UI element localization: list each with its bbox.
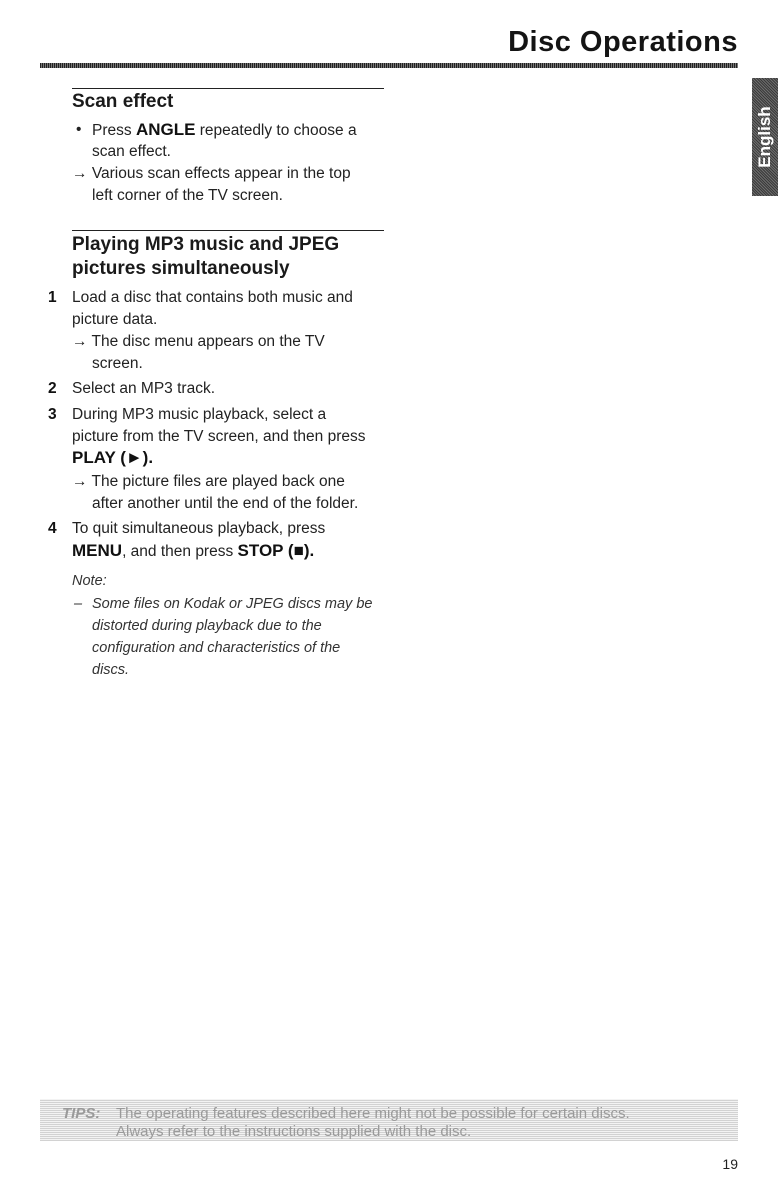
step4-line2 bbox=[72, 540, 314, 563]
step4-mid: , and then press bbox=[122, 543, 238, 560]
tips-label: TIPS: bbox=[62, 1105, 101, 1122]
scan-bullet: • bbox=[76, 121, 82, 138]
tips-line: Always refer to the instructions supplied with the disc. bbox=[116, 1123, 472, 1140]
scan-step-line2: scan effect. bbox=[92, 143, 171, 160]
section-rule-mp3 bbox=[72, 230, 384, 231]
angle-key: ANGLE bbox=[135, 120, 196, 139]
step3-result-line1 bbox=[72, 471, 345, 493]
step-number: 2 bbox=[48, 380, 57, 397]
scan-result-line2: left corner of the TV screen. bbox=[92, 187, 283, 204]
note-line: Some files on Kodak or JPEG discs may be bbox=[92, 596, 373, 612]
result-arrow-icon: → bbox=[72, 473, 88, 490]
note-line: discs. bbox=[92, 662, 130, 678]
scan-step-pre: Press bbox=[92, 122, 136, 139]
page-title: Disc Operations bbox=[508, 26, 738, 58]
step3-line2: picture from the TV screen, and then press bbox=[72, 428, 366, 445]
scan-effect-heading: Scan effect bbox=[72, 91, 174, 112]
language-tab bbox=[752, 78, 778, 196]
step1-line1: Load a disc that contains both music and bbox=[72, 289, 353, 306]
step-number: 3 bbox=[48, 406, 57, 423]
step3-result-text: The picture files are played back one bbox=[91, 473, 345, 490]
step1-result-text: The disc menu appears on the TV bbox=[91, 333, 325, 350]
section-rule-scan bbox=[72, 88, 384, 89]
note-label: Note: bbox=[72, 573, 107, 589]
step1-result-line2: screen. bbox=[92, 355, 143, 372]
step4-line1: To quit simultaneous playback, press bbox=[72, 520, 326, 537]
step-number: 4 bbox=[48, 520, 57, 537]
page-number: 19 bbox=[722, 1156, 738, 1172]
result-arrow-icon: → bbox=[72, 165, 88, 182]
mp3-jpeg-heading-line2: pictures simultaneously bbox=[72, 258, 290, 279]
mp3-jpeg-heading-line1: Playing MP3 music and JPEG bbox=[72, 234, 340, 255]
scan-result-line1 bbox=[72, 163, 351, 185]
note-dash: – bbox=[74, 596, 83, 612]
step3-result-line2: after another until the end of the folder. bbox=[92, 495, 359, 512]
note-line: distorted during playback due to the bbox=[92, 618, 322, 634]
tips-box bbox=[40, 1099, 738, 1141]
scan-result-text: Various scan effects appear in the top bbox=[91, 165, 351, 182]
step-number: 1 bbox=[48, 289, 57, 306]
scan-step-post: repeatedly to choose a bbox=[195, 122, 357, 139]
menu-key: MENU bbox=[72, 541, 123, 560]
step1-result-line1 bbox=[72, 331, 325, 353]
note-line: configuration and characteristics of the bbox=[92, 640, 341, 656]
result-arrow-icon: → bbox=[72, 333, 88, 350]
scan-step-line1 bbox=[92, 119, 357, 142]
stop-key: STOP (■). bbox=[237, 541, 315, 560]
step2-line1: Select an MP3 track. bbox=[72, 380, 216, 397]
language-tab-label: English bbox=[755, 106, 774, 168]
header-rule bbox=[40, 63, 738, 68]
step1-line2: picture data. bbox=[72, 311, 158, 328]
play-key: PLAY (►). bbox=[72, 448, 154, 467]
tips-line: The operating features described here might not be possible for certain discs. bbox=[116, 1105, 630, 1122]
step3-line1: During MP3 music playback, select a bbox=[72, 406, 327, 423]
